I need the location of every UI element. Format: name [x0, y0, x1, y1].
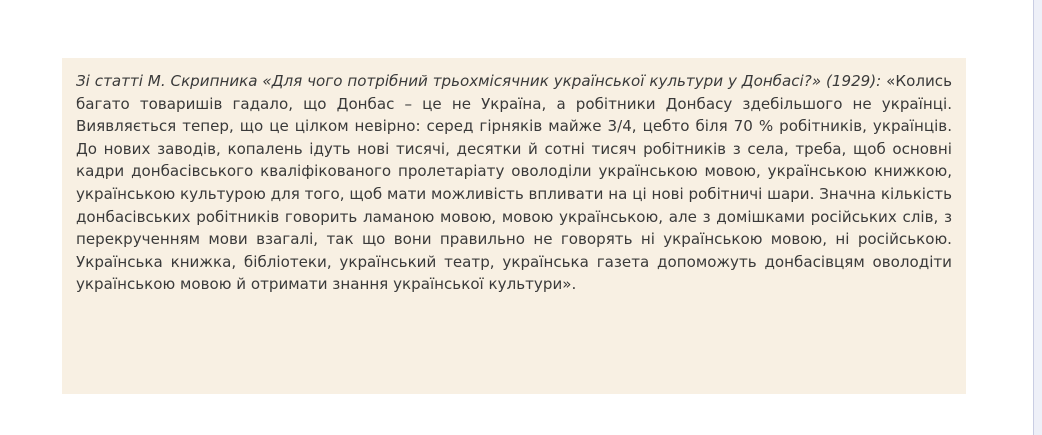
quote-paragraph — [76, 70, 952, 296]
quote-source: Зі статті М. Скрипника «Для чого потрібний трьохмісячник української культури у Донбасі?» (1929): — [76, 72, 887, 90]
quote-box — [62, 58, 966, 394]
scrollbar-track[interactable] — [1033, 0, 1042, 435]
quote-body: «Колись багато товаришів гадало, що Донбас – це не Україна, а робітники Донбасу здебільшого не українці. Виявляється тепер, що це цілком невірно: серед гірняків майже 3/4, цебто біля 70 % робітників, українців. До нових заводів, копалень ідуть нові тисячі, десятки й сотні тисяч робітників з села, треба, щоб основні кадри донбасівського кваліфікованого пролетаріату оволоділи українською мовою, українською книжкою, українською культурою для того, щоб мати можливість впливати на ці нові робітничі шари. Значна кількість донбасівських робітників говорить ламаною мовою, мовою українською, але з домішками російських слів, з перекрученням мови взагалі, так що вони правильно не говорять ні українською мовою, ні російською. Українська книжка, бібліотеки, український театр, українська газета допоможуть донбасівцям оволодіти українською мовою й отримати знання української культури». — [76, 72, 952, 294]
